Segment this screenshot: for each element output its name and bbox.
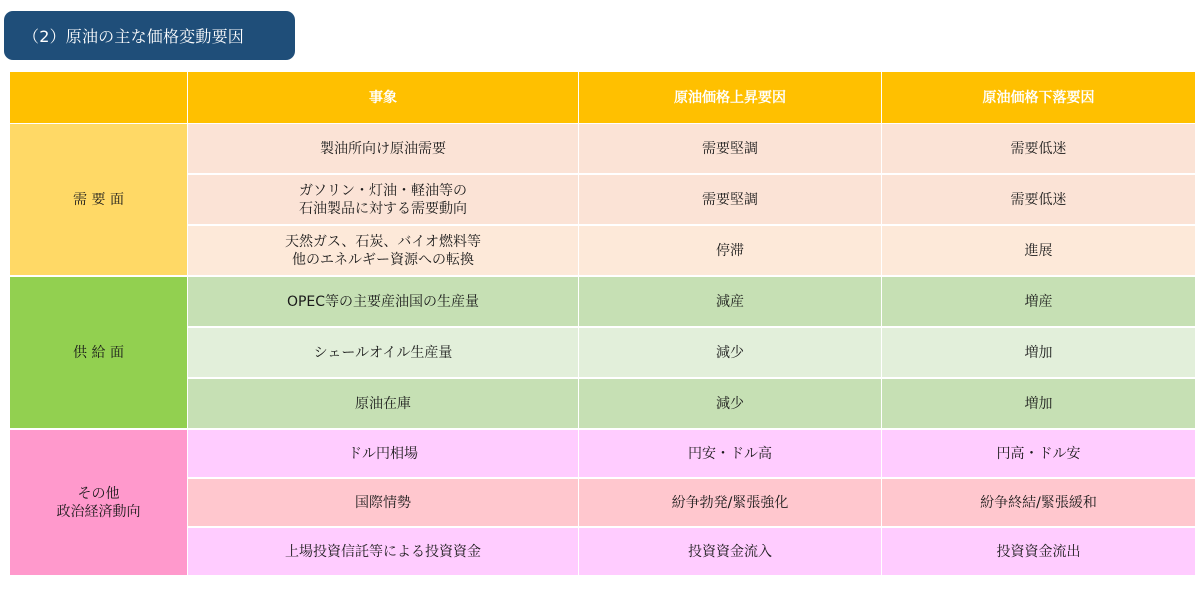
rise-cell: 減産 <box>579 277 882 328</box>
table-row <box>10 430 1196 479</box>
fall-cell: 増加 <box>882 379 1196 430</box>
fall-cell: 需要低迷 <box>882 124 1196 175</box>
fall-cell: 増加 <box>882 328 1196 379</box>
section-title: （2）原油の主な価格変動要因 <box>4 11 295 60</box>
event-cell: 天然ガス、石炭、バイオ燃料等 他のエネルギー資源への転換 <box>188 226 579 277</box>
rise-cell: 投資資金流入 <box>579 528 882 577</box>
fall-cell: 需要低迷 <box>882 175 1196 226</box>
rise-cell: 需要堅調 <box>579 175 882 226</box>
category-label: 需 要 面 <box>73 191 124 208</box>
rise-cell: 紛争勃発/緊張強化 <box>579 479 882 528</box>
category-label: 供 給 面 <box>73 344 124 361</box>
event-cell: 国際情勢 <box>188 479 579 528</box>
event-cell: シェールオイル生産量 <box>188 328 579 379</box>
table-row <box>10 479 1196 528</box>
fall-cell: 進展 <box>882 226 1196 277</box>
rise-cell: 減少 <box>579 328 882 379</box>
rise-cell: 停滞 <box>579 226 882 277</box>
category-supply <box>10 277 188 430</box>
category-demand <box>10 124 188 277</box>
fall-cell: 投資資金流出 <box>882 528 1196 577</box>
rise-cell: 円安・ドル高 <box>579 430 882 479</box>
category-other <box>10 430 188 577</box>
price-factor-table <box>10 72 1196 577</box>
table-row <box>10 379 1196 430</box>
event-cell: OPEC等の主要産油国の生産量 <box>188 277 579 328</box>
event-cell: ガソリン・灯油・軽油等の 石油製品に対する需要動向 <box>188 175 579 226</box>
fall-cell: 紛争終結/緊張緩和 <box>882 479 1196 528</box>
table-header-row <box>10 72 1196 123</box>
header-event: 事象 <box>188 72 579 123</box>
event-cell: ドル円相場 <box>188 430 579 479</box>
rise-cell: 需要堅調 <box>579 124 882 175</box>
table-row <box>10 124 1196 175</box>
header-blank <box>10 72 188 123</box>
rise-cell: 減少 <box>579 379 882 430</box>
fall-cell: 円高・ドル安 <box>882 430 1196 479</box>
table-row <box>10 528 1196 577</box>
event-cell: 上場投資信託等による投資資金 <box>188 528 579 577</box>
table-row <box>10 277 1196 328</box>
table-row <box>10 175 1196 226</box>
fall-cell: 増産 <box>882 277 1196 328</box>
table-row <box>10 226 1196 277</box>
header-rise-factor: 原油価格上昇要因 <box>579 72 882 123</box>
event-cell: 原油在庫 <box>188 379 579 430</box>
header-fall-factor: 原油価格下落要因 <box>882 72 1196 123</box>
table-row <box>10 328 1196 379</box>
event-cell: 製油所向け原油需要 <box>188 124 579 175</box>
category-label: その他 政治経済動向 <box>56 485 141 520</box>
